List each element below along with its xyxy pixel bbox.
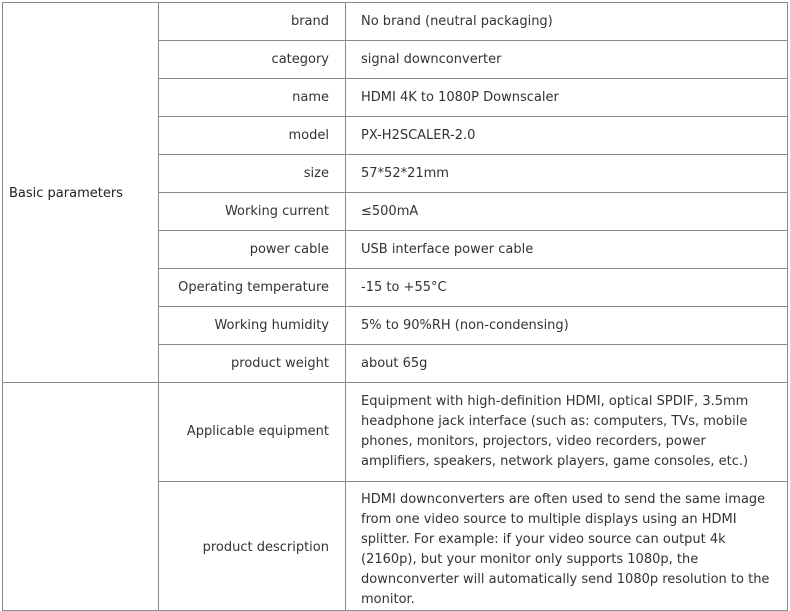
row-value: ≤500mA — [346, 193, 788, 231]
row-value: about 65g — [346, 345, 788, 383]
row-key: Applicable equipment — [159, 383, 346, 482]
row-key: name — [159, 79, 346, 117]
row-value: HDMI 4K to 1080P Downscaler — [346, 79, 788, 117]
row-key: size — [159, 155, 346, 193]
table-row — [3, 383, 788, 482]
row-key: product weight — [159, 345, 346, 383]
group-cell-basic-parameters — [3, 3, 159, 383]
spec-table — [2, 2, 788, 611]
row-value: USB interface power cable — [346, 231, 788, 269]
row-key: product description — [159, 482, 346, 611]
row-value: signal downconverter — [346, 41, 788, 79]
row-value: No brand (neutral packaging) — [346, 3, 788, 41]
row-value: 5% to 90%RH (non-condensing) — [346, 307, 788, 345]
table-row — [3, 3, 788, 41]
row-key: Operating temperature — [159, 269, 346, 307]
row-key: Working current — [159, 193, 346, 231]
row-value: PX-H2SCALER-2.0 — [346, 117, 788, 155]
row-key: model — [159, 117, 346, 155]
group-cell-empty — [3, 383, 159, 611]
row-key: power cable — [159, 231, 346, 269]
row-value: Equipment with high-definition HDMI, optical SPDIF, 3.5mm headphone jack interface (such as: computers, TVs, mobile phones, monitors, projectors, video recorders, power amplifiers, speakers, network players, game consoles, etc.) — [346, 383, 788, 482]
row-value: HDMI downconverters are often used to send the same image from one video source to multiple displays using an HDMI splitter. For example: if your video source can output 4k (2160p), but your monitor only supports 1080p, the downconverter will automatically send 1080p resolution to the monitor. — [346, 482, 788, 611]
row-key: category — [159, 41, 346, 79]
row-value: 57*52*21mm — [346, 155, 788, 193]
row-key: brand — [159, 3, 346, 41]
row-value: -15 to +55°C — [346, 269, 788, 307]
group-title: Basic parameters — [9, 185, 123, 201]
row-key: Working humidity — [159, 307, 346, 345]
